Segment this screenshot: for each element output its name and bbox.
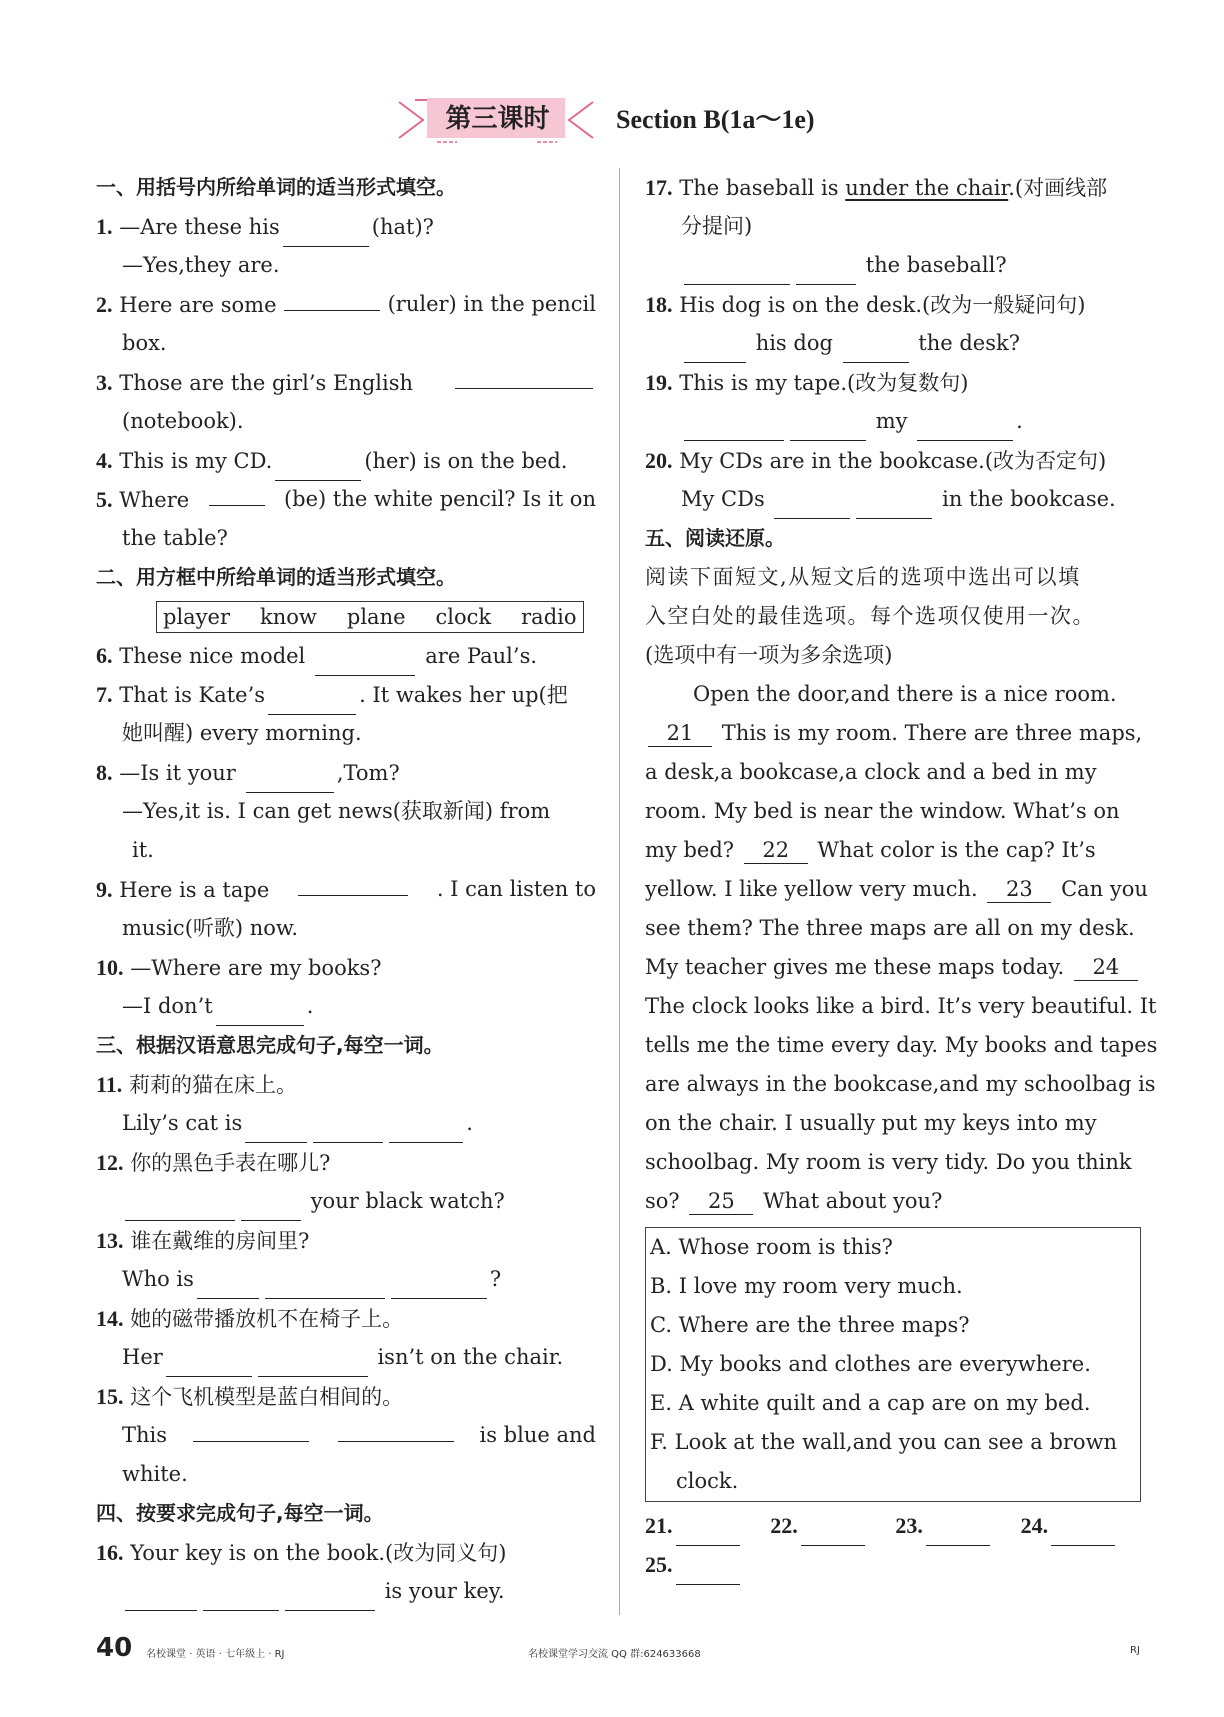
question-13-answer: Who is ? xyxy=(96,1260,596,1299)
answer-blank[interactable] xyxy=(843,337,909,363)
question-20-answer: My CDs in the bookcase. xyxy=(645,480,1145,519)
question-8-cont: it. xyxy=(132,838,154,862)
answer-blank[interactable] xyxy=(285,1585,375,1611)
question-10: 10. —Where are my books? xyxy=(96,955,382,980)
footer-book-info: 名校课堂 · 英语 · 七年级上 · RJ xyxy=(146,1649,285,1660)
option-f-cont: clock. xyxy=(676,1469,739,1493)
answer-blank[interactable] xyxy=(245,1117,307,1143)
answer-blank-24[interactable] xyxy=(1051,1520,1115,1546)
question-9-cont: music(听歌) now. xyxy=(122,916,299,940)
answer-blank[interactable] xyxy=(856,493,932,519)
section-3-title: 三、根据汉语意思完成句子,每空一词。 xyxy=(96,1033,444,1057)
passage-line: on the chair. I usually put my keys into my xyxy=(645,1111,1097,1135)
question-16: 16. Your key is on the book.(改为同义句) xyxy=(96,1540,507,1565)
answer-blank[interactable] xyxy=(338,1416,454,1442)
passage-blank-23[interactable]: 23 xyxy=(987,876,1051,903)
passage-line: are always in the bookcase,and my schoolbag is xyxy=(645,1072,1156,1096)
question-19-answer: my . xyxy=(645,402,1145,441)
passage-blank-22[interactable]: 22 xyxy=(744,837,808,864)
question-2: 2. Here are some (ruler) in the pencil xyxy=(96,285,596,324)
question-17-cont: 分提问) xyxy=(681,214,753,238)
page-number: 40 xyxy=(96,1633,133,1663)
passage-line: 21 This is my room. There are three maps, xyxy=(645,714,1145,753)
question-12: 12. 你的黑色手表在哪儿? xyxy=(96,1150,331,1175)
passage-blank-24[interactable]: 24 xyxy=(1074,954,1138,981)
question-14-answer: Her isn’t on the chair. xyxy=(96,1338,596,1377)
answer-blank[interactable] xyxy=(125,1585,197,1611)
question-18-answer: his dog the desk? xyxy=(645,324,1145,363)
options-box xyxy=(645,1227,1141,1502)
question-5-cont: the table? xyxy=(122,526,228,550)
question-9: 9. Here is a tape . I can listen to xyxy=(96,870,596,909)
answer-blank[interactable] xyxy=(275,455,361,481)
answer-blank[interactable] xyxy=(166,1351,252,1377)
section-2-title: 二、用方框中所给单词的适当形式填空。 xyxy=(96,565,456,589)
question-13: 13. 谁在戴维的房间里? xyxy=(96,1228,310,1253)
section-title: Section B(1a～1e) xyxy=(616,105,815,134)
answer-blank-21[interactable] xyxy=(676,1520,740,1546)
right-column xyxy=(645,168,1158,1584)
answer-blank[interactable] xyxy=(216,1000,304,1026)
answer-blank[interactable] xyxy=(315,650,415,676)
passage-line: Open the door,and there is a nice room. xyxy=(693,682,1117,706)
passage-line: so? 25 What about you? xyxy=(645,1189,943,1213)
answer-blank[interactable] xyxy=(203,1585,279,1611)
answer-blank[interactable] xyxy=(796,259,856,285)
answer-blank[interactable] xyxy=(246,767,334,793)
answer-blank[interactable] xyxy=(313,1117,383,1143)
answer-blank-25[interactable] xyxy=(676,1559,740,1585)
answer-blank[interactable] xyxy=(241,1195,301,1221)
question-11-answer: Lily’s cat is . xyxy=(96,1104,596,1143)
passage-blank-25[interactable]: 25 xyxy=(689,1188,753,1215)
answer-blank[interactable] xyxy=(774,493,850,519)
lesson-header xyxy=(0,96,1224,146)
question-10-reply: —I don’t . xyxy=(96,987,596,1026)
section-1-title: 一、用括号内所给单词的适当形式填空。 xyxy=(96,175,456,199)
answer-blank[interactable] xyxy=(258,1351,368,1377)
question-17: 17. The baseball is under the chair.(对画线部 xyxy=(645,175,1108,200)
option-a: A. Whose room is this? xyxy=(650,1235,893,1259)
answer-blank[interactable] xyxy=(125,1195,235,1221)
question-16-answer: is your key. xyxy=(96,1572,596,1611)
column-divider xyxy=(619,168,620,1615)
question-2-cont: box. xyxy=(122,331,167,355)
passage-line: see them? The three maps are all on my desk. xyxy=(645,916,1135,940)
question-15-answer: This is blue and xyxy=(96,1416,596,1455)
question-7-cont: 她叫醒) every morning. xyxy=(122,721,362,745)
lesson-title-cn: 第三课时 xyxy=(445,104,550,134)
question-17-answer: the baseball? xyxy=(645,246,1145,285)
question-1: 1. —Are these his (hat)? xyxy=(96,207,596,246)
word-box-row xyxy=(96,597,596,636)
passage-line: tells me the time every day. My books and tapes xyxy=(645,1033,1158,1057)
question-19: 19. This is my tape.(改为复数句) xyxy=(645,370,969,395)
passage-line: yellow. I like yellow very much. 23 Can you xyxy=(645,877,1148,901)
answer-blank[interactable] xyxy=(455,363,593,389)
passage-line: My teacher gives me these maps today. 24 xyxy=(645,948,1145,987)
option-c: C. Where are the three maps? xyxy=(650,1313,970,1337)
option-e: E. A white quilt and a cap are on my bed. xyxy=(650,1391,1091,1415)
section-4-title: 四、按要求完成句子,每空一词。 xyxy=(96,1501,384,1525)
question-7: 7. That is Kate’s . It wakes her up(把 xyxy=(96,675,596,714)
section-5-title: 五、阅读还原。 xyxy=(645,526,785,550)
answer-row: 21. 22. 23. 24. xyxy=(645,1506,1145,1545)
answer-blank[interactable] xyxy=(298,870,408,896)
question-1-reply: —Yes,they are. xyxy=(122,253,280,277)
question-4: 4. This is my CD. (her) is on the bed. xyxy=(96,441,596,480)
answer-blank[interactable] xyxy=(265,1273,385,1299)
answer-blank[interactable] xyxy=(391,1273,487,1299)
footer-edition: RJ xyxy=(1130,1645,1140,1656)
instructions-line: 阅读下面短文,从短文后的选项中选出可以填 xyxy=(645,565,1081,589)
passage-line: schoolbag. My room is very tidy. Do you think xyxy=(645,1150,1132,1174)
option-b: B. I love my room very much. xyxy=(650,1274,963,1298)
passage-line: a desk,a bookcase,a clock and a bed in my xyxy=(645,760,1097,784)
option-d: D. My books and clothes are everywhere. xyxy=(650,1352,1091,1376)
answer-blank[interactable] xyxy=(684,259,790,285)
question-14: 14. 她的磁带播放机不在椅子上。 xyxy=(96,1306,404,1331)
passage-blank-21[interactable]: 21 xyxy=(648,720,712,747)
instructions-line: 入空白处的最佳选项。每个选项仅使用一次。 xyxy=(645,604,1095,628)
answer-blank[interactable] xyxy=(209,480,265,506)
answer-blank-22[interactable] xyxy=(801,1520,865,1546)
question-18: 18. His dog is on the desk.(改为一般疑问句) xyxy=(645,292,1086,317)
question-12-answer: your black watch? xyxy=(96,1182,596,1221)
passage-line: room. My bed is near the window. What’s on xyxy=(645,799,1120,823)
option-f: F. Look at the wall,and you can see a brown xyxy=(650,1430,1118,1454)
answer-blank[interactable] xyxy=(684,337,746,363)
answer-blank[interactable] xyxy=(790,415,866,441)
answer-row: 25. xyxy=(645,1545,1145,1584)
question-8: 8. —Is it your ,Tom? xyxy=(96,753,596,792)
underlined-phrase: under the chair xyxy=(845,176,1009,200)
answer-blank[interactable] xyxy=(193,1416,309,1442)
footer-qq-group: 名校课堂学习交流 QQ 群:624633668 xyxy=(528,1649,701,1660)
question-5: 5. Where (be) the white pencil? Is it on xyxy=(96,480,596,519)
word-box: player know plane clock radio xyxy=(156,601,584,633)
left-column xyxy=(96,168,596,1611)
question-3-cont: (notebook). xyxy=(122,409,244,433)
question-11: 11. 莉莉的猫在床上。 xyxy=(96,1072,297,1097)
question-6: 6. These nice model are Paul’s. xyxy=(96,636,596,675)
question-15: 15. 这个飞机模型是蓝白相间的。 xyxy=(96,1384,404,1409)
answer-blank[interactable] xyxy=(283,221,369,247)
answer-blank[interactable] xyxy=(684,415,784,441)
passage-line: The clock looks like a bird. It’s very beautiful. It xyxy=(645,994,1157,1018)
answer-blank[interactable] xyxy=(917,415,1013,441)
instructions-line: (选项中有一项为多余选项) xyxy=(645,643,893,667)
question-3: 3. Those are the girl’s English xyxy=(96,363,596,402)
answer-blank[interactable] xyxy=(268,689,356,715)
question-20: 20. My CDs are in the bookcase.(改为否定句) xyxy=(645,448,1107,473)
question-8-reply: —Yes,it is. I can get news(获取新闻) from xyxy=(122,799,551,823)
passage-line: my bed? 22 What color is the cap? It’s xyxy=(645,838,1096,862)
answer-blank[interactable] xyxy=(389,1117,463,1143)
answer-blank-23[interactable] xyxy=(926,1520,990,1546)
answer-blank[interactable] xyxy=(197,1273,259,1299)
answer-blank[interactable] xyxy=(284,285,380,311)
question-15-cont: white. xyxy=(122,1462,188,1486)
